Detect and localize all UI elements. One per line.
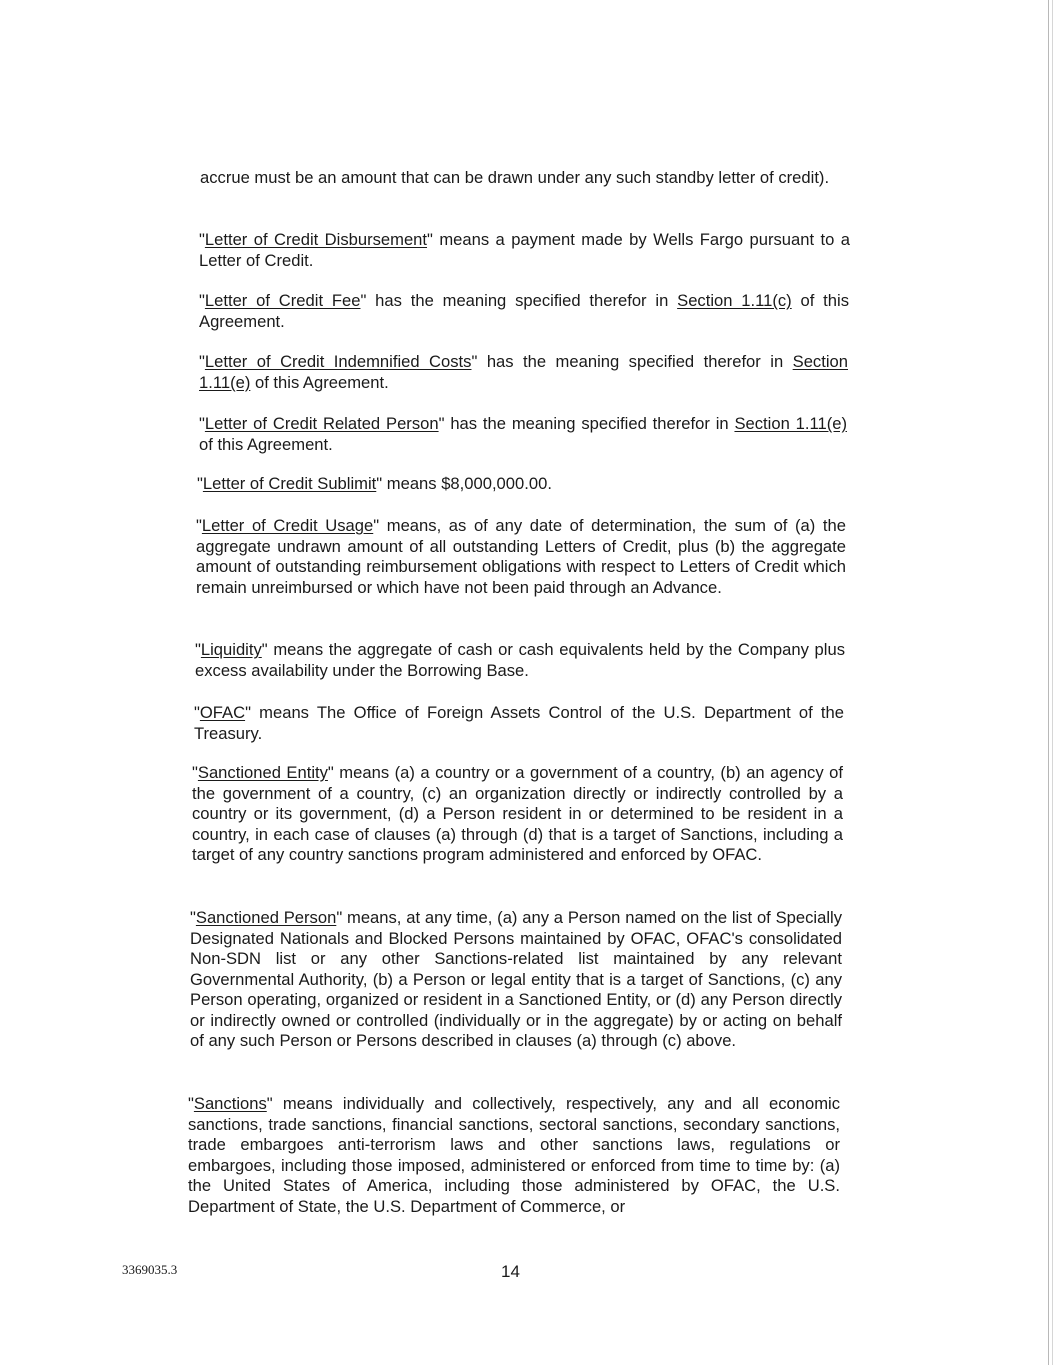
open-quote: " <box>192 763 198 782</box>
defined-term: Letter of Credit Usage <box>201 516 374 535</box>
paragraph-text: accrue must be an amount that can be drawn under any such standby letter of credit). <box>200 168 830 187</box>
page-number: 14 <box>501 1262 520 1281</box>
definition-sanctioned-entity <box>192 763 843 866</box>
section-reference: Section 1.11(c) <box>677 291 792 310</box>
definition-text: " means The Office of Foreign Assets Control of the U.S. Department of the Treasury. <box>194 703 844 743</box>
section-reference: Section 1.11(e) <box>734 414 847 433</box>
section-reference: Section 1.11(e) <box>199 352 848 392</box>
open-quote: " <box>188 1094 194 1113</box>
open-quote: " <box>199 352 205 371</box>
definition-letter-of-credit-fee <box>199 291 849 332</box>
defined-term: Letter of Credit Disbursement <box>204 230 428 249</box>
definition-text: " means a payment made by Wells Fargo pursuant to a Letter of Credit. <box>199 230 850 270</box>
definition-letter-of-credit-usage <box>196 516 846 598</box>
definition-text: " means, as of any date of determination, the sum of (a) the aggregate undrawn amount of all outstanding Letters of Credit, plus (b) the aggregate amount of outstanding reimbursement obligations with respect to Letters of Credit which remain unreimbursed or which have not been paid through an Advance. <box>196 516 846 597</box>
definition-text: " has the meaning specified therefor in <box>438 414 735 433</box>
definition-letter-of-credit-related-person <box>199 414 847 455</box>
definition-text-end: of this Agreement. <box>199 434 333 454</box>
paragraph-continuation <box>200 168 851 189</box>
defined-term: Letter of Credit Indemnified Costs <box>204 352 472 371</box>
open-quote: " <box>197 474 203 493</box>
open-quote: " <box>196 516 202 535</box>
defined-term: Sanctioned Entity <box>197 763 328 782</box>
definition-liquidity <box>195 640 845 681</box>
definition-text-end: of this Agreement. <box>250 372 389 392</box>
definition-letter-of-credit-disbursement <box>199 230 850 271</box>
definition-text: " means, at any time, (a) any a Person named on the list of Specially Designated Nationals and Blocked Persons maintained by OFAC, OFAC's consolidated Non-SDN list or any other Sanctions-related list maintained by any relevant Governmental Authority, (b) a Person or legal entity that is a target of Sanctions, (c) any Person operating, organized or resident in a Sanctioned Entity, or (d) any Person directly or indirectly owned or controlled (individually or in the aggregate) by or acting on behalf of any such Person or Persons described in clauses (a) through (c) above. <box>190 908 842 1050</box>
definition-letter-of-credit-indemnified-costs <box>199 352 848 393</box>
definition-text: " means the aggregate of cash or cash equivalents held by the Company plus excess availability under the Borrowing Base. <box>195 640 845 680</box>
open-quote: " <box>195 640 201 659</box>
defined-term: Liquidity <box>200 640 262 659</box>
definition-sanctions <box>188 1094 840 1217</box>
page-edge <box>1048 0 1049 1365</box>
defined-term: Sanctioned Person <box>195 908 337 927</box>
definition-text: " means $8,000,000.00. <box>376 474 552 493</box>
open-quote: " <box>190 908 196 927</box>
definition-text: " has the meaning specified therefor in <box>471 352 793 371</box>
definition-text: " means individually and collectively, respectively, any and all economic sanctions, trade sanctions, financial sanctions, sectoral sanctions, secondary sanctions, trade embargoes anti-terrorism laws and other sanctions laws, regulations or embargoes, including those imposed, administered or enforced from time to time by: (a) the United States of America, including those administered by OFAC, the U.S. Department of State, the U.S. Department of Commerce, or <box>188 1094 840 1216</box>
defined-term: Sanctions <box>193 1094 267 1113</box>
defined-term: OFAC <box>199 703 246 722</box>
definition-letter-of-credit-sublimit <box>197 474 847 495</box>
definition-text-end: of this Agreement. <box>199 291 849 331</box>
open-quote: " <box>199 414 205 433</box>
definition-sanctioned-person <box>190 908 842 1052</box>
defined-term: Letter of Credit Fee <box>204 291 361 310</box>
definition-text: " means (a) a country or a government of a country, (b) an agency of the government of a country, (c) an organization directly or indirectly controlled by a country or its government, (d) a Person resident in or determined to be resident in a country, in each case of clauses (a) through (d) that is a target of Sanctions, including a target of any country sanctions program administered and enforced by OFAC. <box>192 763 843 864</box>
page-edge-outer <box>1052 0 1053 1365</box>
open-quote: " <box>199 230 205 249</box>
document-id: 3369035.3 <box>122 1262 178 1277</box>
open-quote: " <box>194 703 200 722</box>
definition-ofac <box>194 703 844 744</box>
defined-term: Letter of Credit Related Person <box>204 414 439 433</box>
open-quote: " <box>199 291 205 310</box>
defined-term: Letter of Credit Sublimit <box>202 474 377 493</box>
definition-text: " has the meaning specified therefor in <box>360 291 678 310</box>
